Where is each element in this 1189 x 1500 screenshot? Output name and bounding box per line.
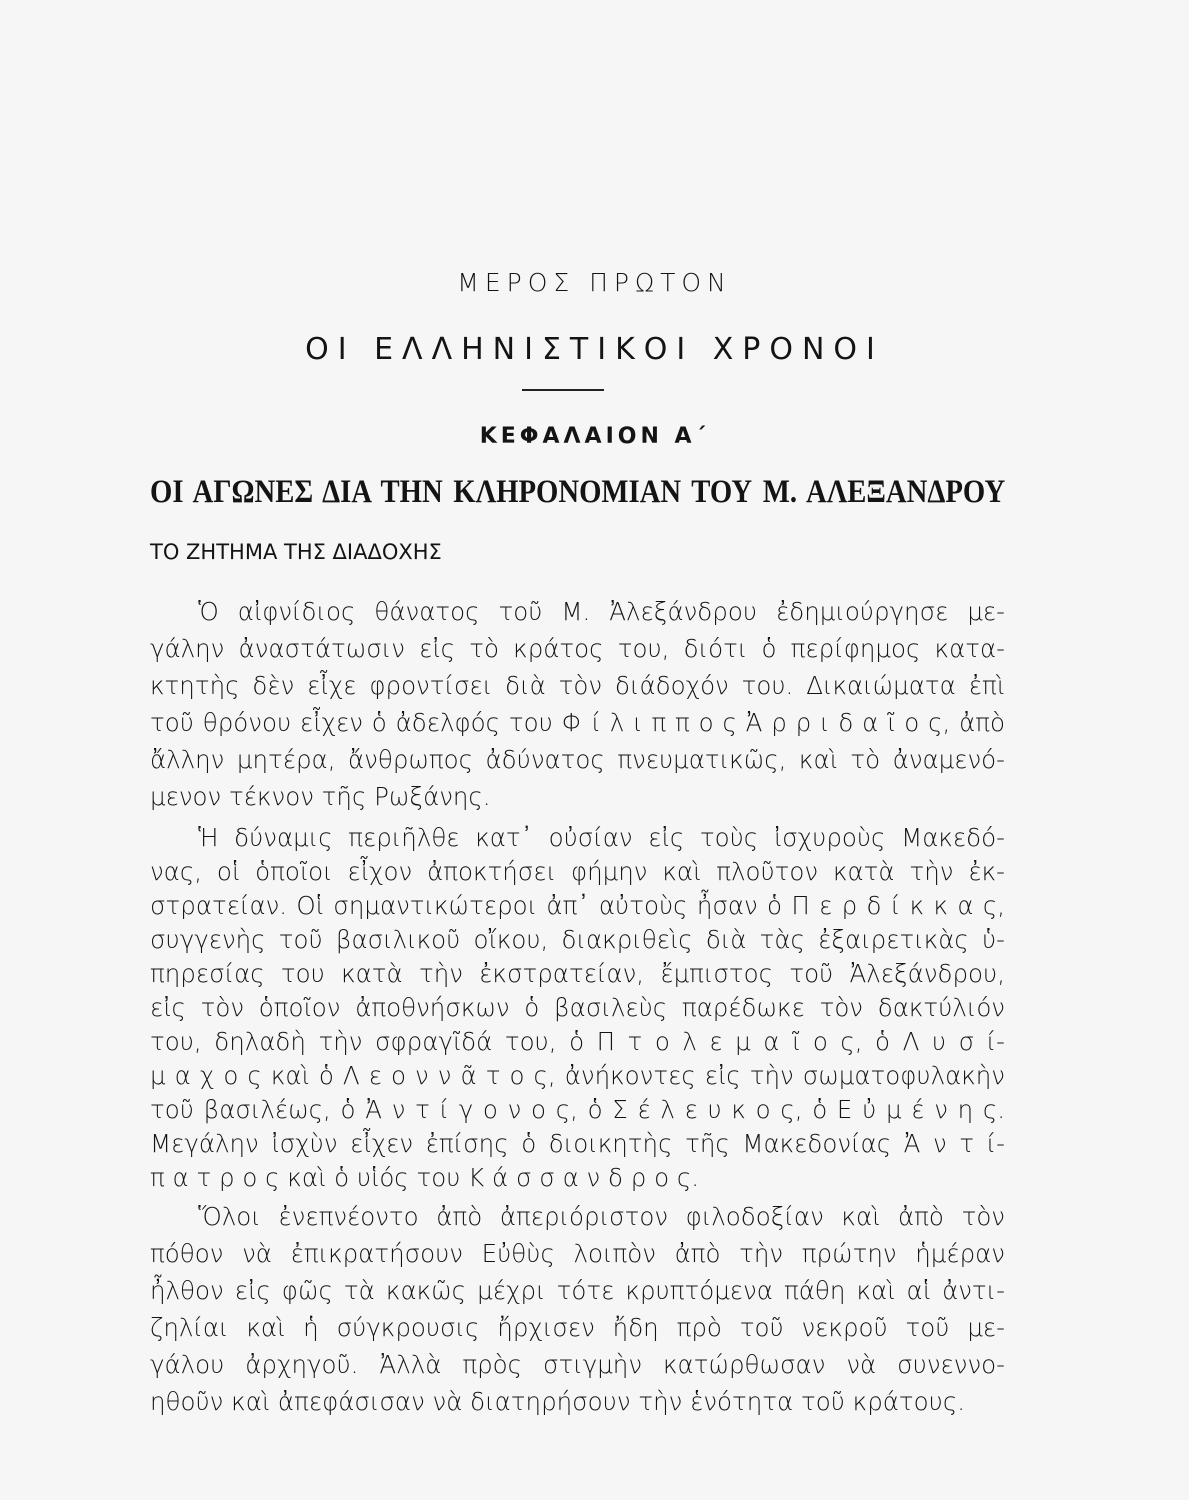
paragraph xyxy=(150,593,1005,815)
text-line: ηθοῦν καὶ ἀπεφάσισαν νὰ διατηρήσουν τὴν ἑνότητα τοῦ κράτους. xyxy=(150,1387,965,1416)
text-line: μ α χ ο ς καὶ ὁ Λ ε ο ν ν ᾶ τ ο ς, ἀνήκοντες εἰς τὴν σωματοφυλακὴν xyxy=(150,1061,1005,1090)
text-line: π α τ ρ ο ς καὶ ὁ υἱός του Κ ά σ σ α ν δ ρ ο ς. xyxy=(150,1163,700,1192)
text-line: νας, οἱ ὁποῖοι εἶχον ἀποκτήσει φήμην καὶ πλοῦτον κατὰ τὴν ἐκ- xyxy=(150,857,1005,886)
text-line: γάλου ἀρχηγοῦ. Ἀλλὰ πρὸς στιγμὴν κατώρθωσαν νὰ συνεννο- xyxy=(150,1350,1005,1379)
text-line: γάλην ἀναστάτωσιν εἰς τὸ κράτος του, διότι ὁ περίφημος κατα- xyxy=(150,634,1005,663)
text-line: ζηλίαι καὶ ἡ σύγκρουσις ἤρχισεν ἤδη πρὸ τοῦ νεκροῦ τοῦ με- xyxy=(150,1313,1005,1342)
text-line: ἦλθον εἰς φῶς τὰ κακῶς μέχρι τότε κρυπτόμενα πάθη καὶ αἱ ἀντι- xyxy=(150,1276,1005,1305)
section-heading: ΤΟ ΖΗΤΗΜΑ ΤΗΣ ΔΙΑΔΟΧΗΣ xyxy=(150,540,442,564)
text-line: πηρεσίας του κατὰ τὴν ἐκστρατείαν, ἔμπιστος τοῦ Ἀλεξάνδρου, xyxy=(150,959,1005,988)
paragraph xyxy=(150,1198,1005,1420)
text-line: κτητὴς δὲν εἶχε φροντίσει διὰ τὸν διάδοχόν του. Δικαιώματα ἐπὶ xyxy=(150,671,1005,700)
chapter-title: ΟΙ ΑΓΩΝΕΣ ΔΙΑ ΤΗΝ ΚΛΗΡΟΝΟΜΙΑΝ ΤΟΥ Μ. ΑΛΕΞΑΝΔΡΟΥ xyxy=(150,474,1006,510)
text-line: τοῦ θρόνου εἶχεν ὁ ἀδελφός του Φ ί λ ι π π ο ς Ἀ ρ ρ ι δ α ῖ ο ς, ἀπὸ xyxy=(150,708,1005,737)
text-line: τοῦ βασιλέως, ὁ Ἀ ν τ ί γ ο ν ο ς, ὁ Σ έ λ ε υ κ ο ς, ὁ Ε ὐ μ έ ν η ς. xyxy=(150,1095,1005,1124)
text-line: Ἡ δύναμις περιῆλθε κατ᾽ οὐσίαν εἰς τοὺς ἰσχυροὺς Μακεδό- xyxy=(198,823,1005,852)
text-line: στρατείαν. Οἱ σημαντικώτεροι ἀπ᾽ αὐτοὺς ἦσαν ὁ Π ε ρ δ ί κ κ α ς, xyxy=(150,891,1005,920)
divider xyxy=(522,389,604,391)
era-heading: ΟΙ ΕΛΛΗΝΙΣΤΙΚΟΙ ΧΡΟΝΟΙ xyxy=(305,332,884,367)
chapter-heading: ΚΕΦΑΛΑΙΟΝ Α΄ xyxy=(479,424,710,449)
part-heading: ΜΕΡΟΣ ΠΡΩΤΟΝ xyxy=(457,268,732,297)
text-line: συγγενὴς τοῦ βασιλικοῦ οἴκου, διακριθεὶς διὰ τὰς ἐξαιρετικὰς ὑ- xyxy=(150,925,1005,954)
text-line: πόθον νὰ ἐπικρατήσουν Εὐθὺς λοιπὸν ἀπὸ τὴν πρώτην ἡμέραν xyxy=(150,1239,1005,1268)
text-line: Μεγάλην ἰσχὺν εἶχεν ἐπίσης ὁ διοικητὴς τῆς Μακεδονίας Ἀ ν τ ί- xyxy=(150,1129,1005,1158)
paragraph xyxy=(150,821,1005,1195)
text-line: Ὅλοι ἐνεπνέοντο ἀπὸ ἀπεριόριστον φιλοδοξίαν καὶ ἀπὸ τὸν xyxy=(198,1202,1005,1231)
text-line: του, δηλαδὴ τὴν σφραγῖδά του, ὁ Π τ ο λ ε μ α ῖ ο ς, ὁ Λ υ σ ί- xyxy=(150,1027,1005,1056)
text-line: Ὁ αἰφνίδιος θάνατος τοῦ Μ. Ἀλεξάνδρου ἐδημιούργησε με- xyxy=(198,597,1005,626)
text-line: μενον τέκνον τῆς Ρωξάνης. xyxy=(150,782,491,811)
text-line: εἰς τὸν ὁποῖον ἀποθνήσκων ὁ βασιλεὺς παρέδωκε τὸν δακτύλιόν xyxy=(150,993,1005,1022)
text-line: ἄλλην μητέρα, ἄνθρωπος ἀδύνατος πνευματικῶς, καὶ τὸ ἀναμενό- xyxy=(150,745,1005,774)
